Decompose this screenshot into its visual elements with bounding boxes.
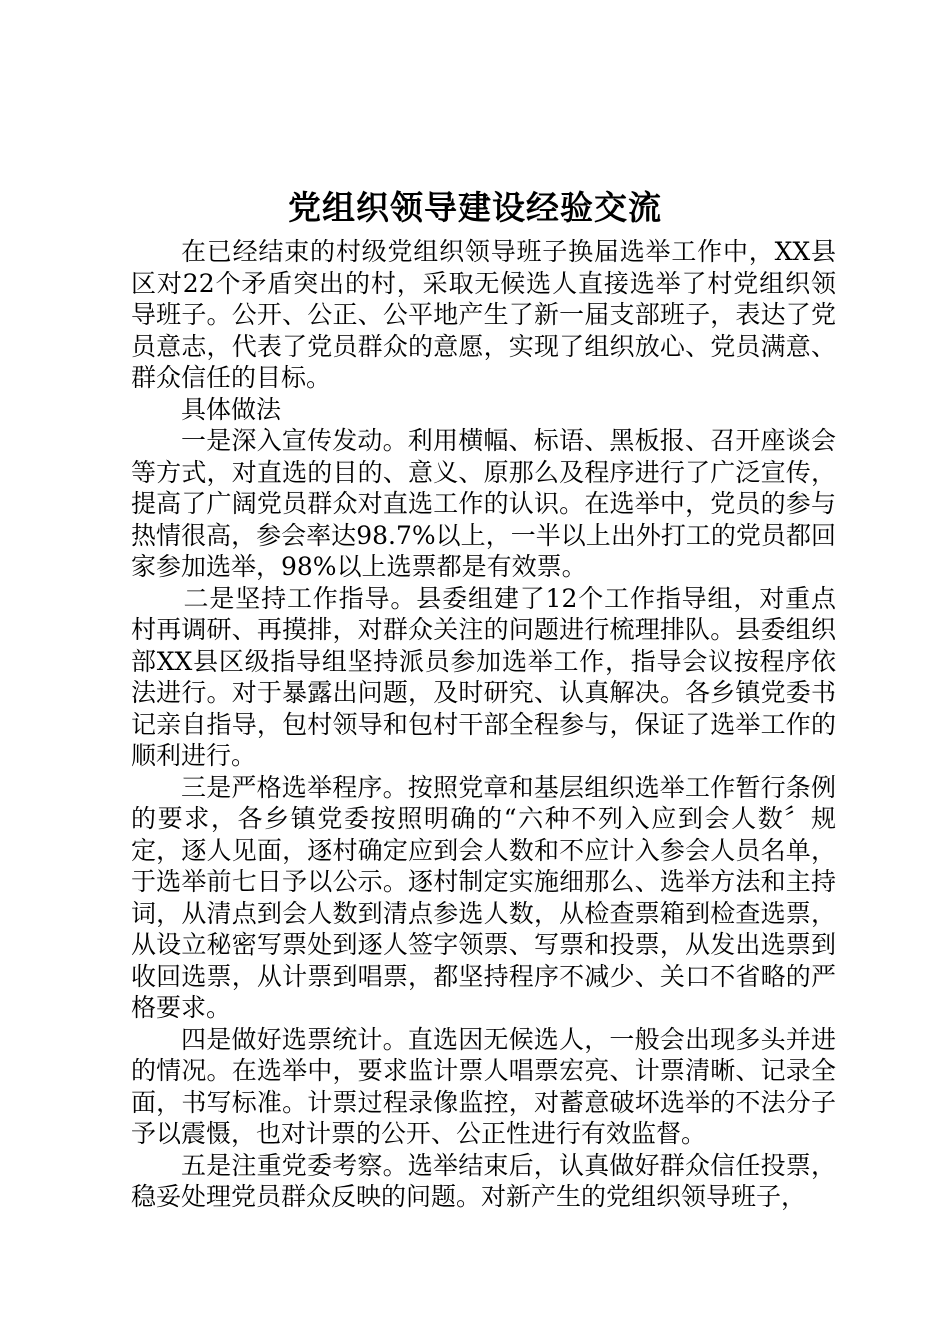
paragraph-section-heading: 具体做法 (181, 394, 282, 424)
document-body (131, 236, 836, 1213)
paragraph-point-3: 三是严格选举程序。按照党章和基层组织选举工作暂行条例的要求，各乡镇党委按照明确的“六种不列入应到会人数〞规定，逐人见面，逐村确定应到会人数和不应计入参会人员名单，于选举前七日予以公示。逐村制定实施细那么、选举方法和主持词，从清点到会人数到清点参选人数，从检查票箱到检查选票，从设立秘密写票处到逐人签字领票、写票和投票，从发出选票到收回选票，从计票到唱票，都坚持程序不减少、关口不省略的严格要求。 (131, 772, 836, 1022)
document-title: 党组织领导建设经验交流 (288, 188, 662, 227)
paragraph-point-4: 四是做好选票统计。直选因无候选人，一般会出现多头并进的情况。在选举中，要求监计票人唱票宏亮、计票清晰、记录全面，书写标准。计票过程录像监控，对蓄意破坏选举的不法分子予以震慑，也对计票的公开、公正性进行有效监督。 (131, 1024, 836, 1148)
paragraph-point-5: 五是注重党委考察。选举结束后，认真做好群众信任投票，稳妥处理党员群众反映的问题。对新产生的党组织领导班子， (131, 1150, 836, 1211)
paragraph-intro: 在已经结束的村级党组织领导班子换届选举工作中，XX县区对22个矛盾突出的村，采取无候选人直接选举了村党组织领导班子。公开、公正、公平地产生了新一届支部班子，表达了党员意志，代表了党员群众的意愿，实现了组织放心、党员满意、群众信任的目标。 (131, 237, 836, 392)
paragraph-point-2: 二是坚持工作指导。县委组建了12个工作指导组，对重点村再调研、再摸排，对群众关注的问题进行梳理排队。县委组织部XX县区级指导组坚持派员参加选举工作，指导会议按程序依法进行。对于暴露出问题，及时研究、认真解决。各乡镇党委书记亲自指导，包村领导和包村干部全程参与，保证了选举工作的顺利进行。 (131, 583, 836, 770)
paragraph-point-1: 一是深入宣传发动。利用横幅、标语、黑板报、召开座谈会等方式，对直选的目的、意义、原那么及程序进行了广泛宣传，提高了广阔党员群众对直选工作的认识。在选举中，党员的参与热情很高，参会率达98.7%以上，一半以上出外打工的党员都回家参加选举，98%以上选票都是有效票。 (131, 426, 836, 581)
